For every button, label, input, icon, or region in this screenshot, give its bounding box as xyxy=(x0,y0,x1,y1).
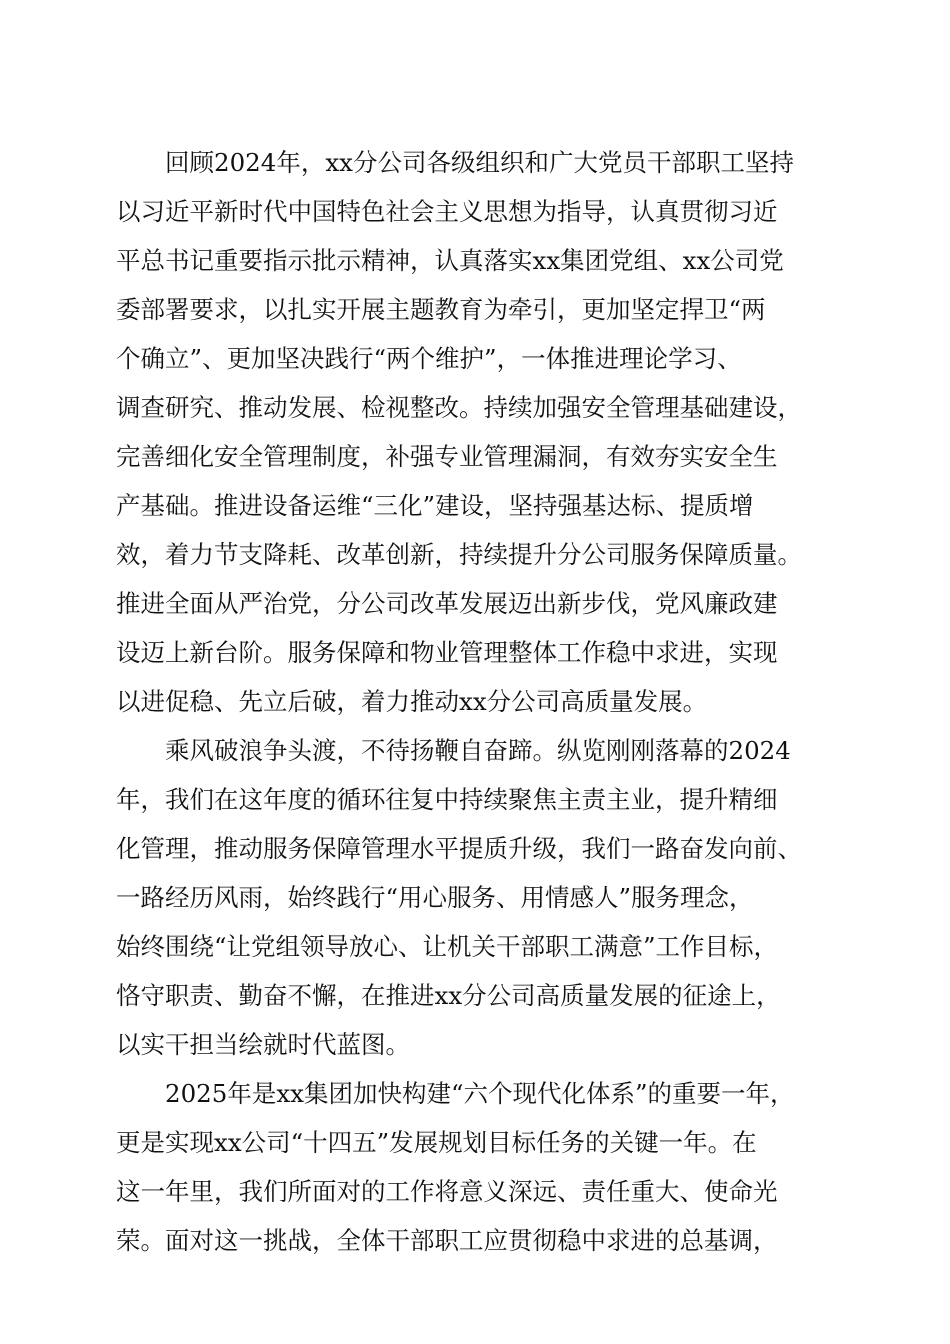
text-line: 年，我们在这年度的循环往复中持续聚焦主责主业，提升精细 xyxy=(116,785,778,814)
text-line: 化管理，推动服务保障管理水平提质升级，我们一路奋发向前、 xyxy=(116,834,802,863)
text-line: 这一年里，我们所面对的工作将意义深远、责任重大、使命光 xyxy=(116,1177,778,1206)
text-line: 以实干担当绘就时代蓝图。 xyxy=(116,1030,410,1059)
paragraph-outlook-2025 xyxy=(116,1069,838,1265)
text-line: 回顾2024年，xx分公司各级组织和广大党员干部职工坚持 xyxy=(116,148,794,177)
text-line: 始终围绕“让党组领导放心、让机关干部职工满意”工作目标， xyxy=(116,932,779,961)
text-line: 荣。面对这一挑战，全体干部职工应贯彻稳中求进的总基调， xyxy=(116,1226,778,1255)
text-line: 2025年是xx集团加快构建“六个现代化体系”的重要一年， xyxy=(116,1079,795,1108)
text-line: 更是实现xx公司“十四五”发展规划目标任务的关键一年。在 xyxy=(116,1128,757,1157)
text-line: 调查研究、推动发展、检视整改。持续加强安全管理基础建设， xyxy=(116,393,802,422)
text-line: 产基础。推进设备运维“三化”建设，坚持强基达标、提质增 xyxy=(116,491,754,520)
paragraph-review-2024 xyxy=(116,138,838,726)
text-line: 完善细化安全管理制度，补强专业管理漏洞，有效夯实安全生 xyxy=(116,442,778,471)
text-line: 效，着力节支降耗、改革创新，持续提升分公司服务保障质量。 xyxy=(116,540,802,569)
text-line: 以进促稳、先立后破，着力推动xx分公司高质量发展。 xyxy=(116,687,708,716)
text-line: 以习近平新时代中国特色社会主义思想为指导，认真贯彻习近 xyxy=(116,197,778,226)
text-line: 委部署要求，以扎实开展主题教育为牵引，更加坚定捍卫“两 xyxy=(116,295,766,324)
paragraph-riding-the-wind xyxy=(116,726,838,1069)
document-body xyxy=(116,138,838,1265)
text-line: 个确立”、更加坚决践行“两个维护”，一体推进理论学习、 xyxy=(116,344,742,373)
text-line: 平总书记重要指示批示精神，认真落实xx集团党组、xx公司党 xyxy=(116,246,784,275)
text-line: 恪守职责、勤奋不懈，在推进xx分公司高质量发展的征途上， xyxy=(116,981,781,1010)
text-line: 设迈上新台阶。服务保障和物业管理整体工作稳中求进，实现 xyxy=(116,638,778,667)
text-line: 乘风破浪争头渡，不待扬鞭自奋蹄。纵览刚刚落幕的2024 xyxy=(116,736,791,765)
text-line: 一路经历风雨，始终践行“用心服务、用情感人”服务理念， xyxy=(116,883,754,912)
text-line: 推进全面从严治党，分公司改革发展迈出新步伐，党风廉政建 xyxy=(116,589,778,618)
